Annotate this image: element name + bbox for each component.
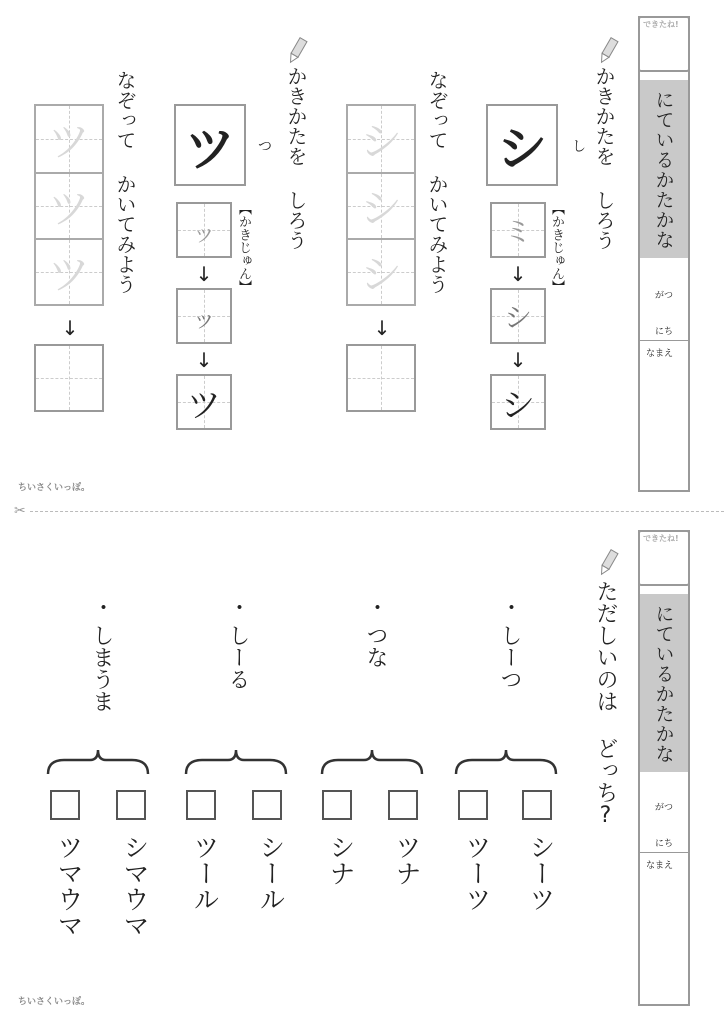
quiz-word: しーる	[225, 624, 250, 690]
pencil-icon	[596, 548, 620, 578]
quiz-word: しーつ	[497, 624, 522, 690]
brace	[44, 748, 152, 778]
arrow-icon: ↓	[61, 316, 79, 340]
brand-logo: ちいさくいっぽ。	[18, 483, 91, 493]
kakijun-label: 【かきじゅん】	[549, 202, 564, 293]
model-box-shi: シ	[486, 104, 558, 186]
pencil-icon	[285, 36, 309, 66]
choice: シマウマ	[119, 834, 149, 938]
arrow-icon: ↓	[195, 348, 213, 372]
bullet: ・	[497, 596, 522, 618]
scissors-icon: ✂	[14, 503, 26, 519]
side-panel-bottom	[638, 530, 690, 1006]
stamp-label: できたね!	[643, 20, 679, 29]
choice: シーツ	[525, 834, 555, 912]
stroke-box-3: ツ	[176, 374, 232, 430]
hint-hiragana: し	[572, 139, 586, 155]
writing-box-tsu[interactable]	[34, 344, 104, 412]
question: ただしいのは どっち?	[593, 580, 618, 828]
name-label: なまえ	[646, 349, 674, 359]
stroke-box-2: シ	[490, 288, 546, 344]
brace	[452, 748, 560, 778]
stroke-box-1: ミ	[490, 202, 546, 258]
choice: ツール	[189, 834, 219, 912]
side-panel-top	[638, 16, 690, 492]
stamp-box	[638, 16, 690, 72]
worksheet-title: にているかたかな	[640, 80, 688, 258]
kakijun-label: 【かきじゅん】	[236, 202, 251, 293]
bullet: ・	[89, 596, 114, 618]
pencil-icon	[596, 36, 620, 66]
checkbox[interactable]	[116, 790, 146, 820]
month-label: がつ	[655, 291, 674, 301]
checkbox[interactable]	[252, 790, 282, 820]
choice: ツーツ	[461, 834, 491, 912]
checkbox[interactable]	[458, 790, 488, 820]
hint-hiragana: つ	[258, 139, 272, 155]
quiz-word: しまうま	[89, 624, 114, 712]
trace-stack-shi: シ シ シ	[346, 104, 416, 306]
checkbox[interactable]	[322, 790, 352, 820]
day-label: にち	[655, 839, 674, 849]
instruction-write: かきかたを しろう	[284, 66, 308, 250]
stamp-label: できたね!	[643, 534, 679, 543]
bullet: ・	[363, 596, 388, 618]
checkbox[interactable]	[388, 790, 418, 820]
arrow-icon: ↓	[509, 348, 527, 372]
name-label: なまえ	[646, 861, 674, 871]
worksheet-title: にているかたかな	[640, 594, 688, 772]
stroke-box-2: ッ	[176, 288, 232, 344]
stamp-box	[638, 530, 690, 586]
choice: シール	[255, 834, 285, 912]
choice: シナ	[325, 834, 355, 886]
trace-stack-tsu: ツ ツ ツ	[34, 104, 104, 306]
stroke-box-1: ッ	[176, 202, 232, 258]
instruction-trace: なぞって かいてみよう	[425, 70, 449, 294]
cut-line	[30, 511, 724, 512]
day-label: にち	[655, 327, 674, 337]
instruction-trace: なぞって かいてみよう	[113, 70, 137, 294]
model-box-tsu: ツ	[174, 104, 246, 186]
choice: ツナ	[391, 834, 421, 886]
brace	[318, 748, 426, 778]
arrow-icon: ↓	[373, 316, 391, 340]
brand-logo: ちいさくいっぽ。	[18, 997, 91, 1007]
brace	[182, 748, 290, 778]
stroke-box-3: シ	[490, 374, 546, 430]
writing-box-shi[interactable]	[346, 344, 416, 412]
checkbox[interactable]	[186, 790, 216, 820]
checkbox[interactable]	[522, 790, 552, 820]
checkbox[interactable]	[50, 790, 80, 820]
quiz-word: つな	[363, 624, 388, 668]
choice: ツマウマ	[53, 834, 83, 938]
bullet: ・	[225, 596, 250, 618]
instruction-write: かきかたを しろう	[592, 66, 616, 250]
arrow-icon: ↓	[195, 262, 213, 286]
month-label: がつ	[655, 803, 674, 813]
arrow-icon: ↓	[509, 262, 527, 286]
